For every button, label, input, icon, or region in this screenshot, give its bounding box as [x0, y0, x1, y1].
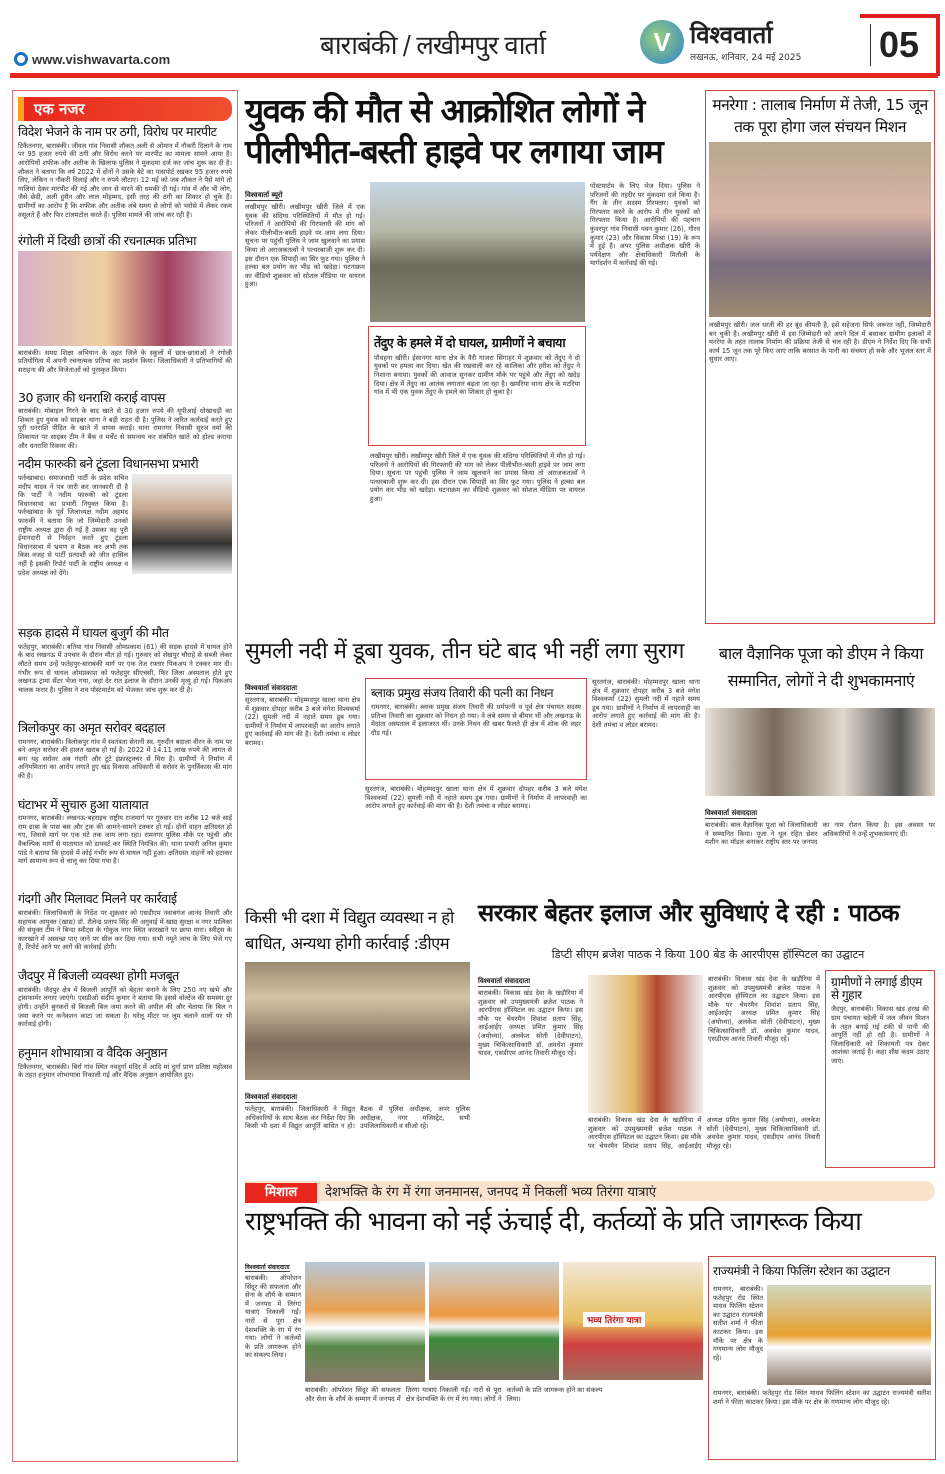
leopard-story — [368, 326, 586, 446]
ek-nazar-label: एक नजर — [18, 97, 232, 121]
ek-nazar-item — [18, 721, 232, 796]
ek-nazar-item — [18, 798, 232, 891]
tiranga-photo-collage — [305, 1262, 703, 1457]
pathak-subheadline: डिप्टी सीएम ब्रजेश पाठक ने किया 100 बेड के आरपीएस हॉस्पिटल का उद्घाटन — [551, 948, 865, 961]
tiranga-photo-3 — [563, 1262, 703, 1380]
ek-nazar-item — [18, 1046, 232, 1087]
tiranga-headline: राष्ट्रभक्ति की भावना को नई ऊंचाई दी, कर्तव्यों के प्रति जागरूक किया — [245, 1207, 861, 1237]
lead-body-more: लखीमपुर खीरी। लखीमपुर खीरी जिले में एक युवक की संदिग्ध परिस्थितियों में मौत हो गई। परिजनों ने आरोपियों की गिरफ्तारी की मांग को लेकर पीलीभीत-बस्ती हाइवे पर जाम लगा दिया। सूचना पर पहुंची पुलिस ने जाम खुलवाने का प्रयास किया तो अराजकतत्वों ने पत्थरबाजी शुरू कर दी। इस दौरान एक सिपाही का सिर फूट गया। पुलिस ने हल्का बल प्रयोग कर भीड़ को खदेड़ा। घटनाक्रम का वीडियो शुक्रवार को सोशल मीडिया पर वायरल हुआ। — [370, 452, 585, 503]
ek-nazar-item-body: बाराबंकी। जैदपुर क्षेत्र में बिजली आपूर्ति को बेहतर बनाने के लिए 250 नए खंभे और ट्रांसफार्मर लगाए जाएंगे। एसडीओ संदीप कुमार ने बताया कि इससे वोल्टेज की समस्या दूर होगी। उन्होंने बुनकरों से बिजली बिल जमा करने की अपील की और चेताया कि बिल न जमा करने पर कनेक्शन काटा जा सकता है। घरेलू मीटर पर लूम चलाने वालों पर भी कार्रवाई होगी। — [18, 985, 232, 1029]
ek-nazar-item-title: घंटाभर में सुचारु हुआ यातायात — [18, 796, 149, 812]
page-number: 05 — [870, 24, 919, 66]
pathak-body-right: बाराबंकी। विकास खंड देवा के खड़ौरिया में शुक्रवार को उपमुख्यमंत्री ब्रजेश पाठक ने आरपीएस हॉस्पिटल का उद्घाटन किया। इस मौके पर चेयरमैन शिवांश प्रताप सिंह, आईआईए अध्यक्ष प्रमित कुमार सिंह (अयोध्या), अलकेश सोती (देवीपाटन), मुख्य चिकित्साधिकारी डॉ. अवधेश कुमार यादव, एसडीएम आनंद तिवारी मौजूद रहे। — [708, 975, 820, 1044]
lead-headline: युवक की मौत से आक्रोशित लोगों ने पीलीभीत-बस्ती हाइवे पर लगाया जाम — [245, 91, 663, 171]
tiranga-banner-text: भव्य तिरंगा यात्रा — [583, 1312, 645, 1327]
website-url[interactable]: www.vishwavarta.com — [14, 52, 170, 67]
section-title: बाराबंकी / लखीमपुर वार्ता — [320, 31, 545, 61]
header-rule — [10, 73, 938, 78]
pooja-body: बाराबंकी। बाल वैज्ञानिक पूजा को जिलाधिकारी ने सम्मानित किया। पूजा ने धूल रहित थ्रेशर मशीन का मॉडल बनाकर राष्ट्रीय स्तर पर जनपद का नाम रोशन किया है। इस अवसर पर अधिकारियों ने उन्हें शुभकामनाएं दीं। — [705, 821, 935, 847]
gramin-body: जैदपुर, बाराबंकी। विकास खंड हरख की ग्राम पंचायत बड़ेली में जल जीवन मिशन के तहत बनाई गई टंकी से पानी की आपूर्ति नहीं हो रही है। ग्रामीणों ने जिलाधिकारी को शिकायती पत्र देकर आशंका जताई है। कहा शीघ्र कदम उठाए जाएं। — [831, 1005, 929, 1065]
tiranga-byline: विश्ववार्ता संवाददाता — [245, 1264, 290, 1271]
tiranga-photo-2 — [429, 1262, 559, 1380]
lead-body-continued: पोस्टमार्टम के लिए भेज दिया। पुलिस ने परिजनों की तहरीर पर मुकदमा दर्ज किया है। गैंग के तीन सदस्य गिरफ्तार। युवकों को गिरफ्तार करने के आरोप में तीन युवकों को गिरफ्तार किया है। आरोपियों की पहचान कुंवरपुर गांव निवासी पवन कुमार (26), गौरव कुमार (23) और विकास मिश्रा (19) के रूप में हुई है। अपर पुलिस अधीक्षक खीरी के पर्यवेक्षण और क्षेत्राधिकारी मितौली के मार्गदर्शन में कार्रवाई की गई। — [590, 182, 700, 268]
mnrega-headline: मनरेगा : तालाब निर्माण में तेजी, 15 जून तक पूरा होगा जल संचयन मिशन — [712, 96, 928, 136]
pooja-text — [705, 800, 935, 911]
ek-nazar-item — [18, 969, 232, 1044]
ek-nazar-item-body: बाराबंकी। जिलाधिकारी के निर्देश पर शुक्रवार को एसडीएम नवाबगंज आनंद तिवारी और सहायक आयुक्त (खाद्य) डॉ. शैलेन्द्र प्रताप सिंह की अगुवाई में खाद्य सुरक्षा व नगर पालिका की संयुक्त टीम ने बिन्दा स्वीट्स के गोकुल नगर स्थित कारखाने पर छापा मारा। स्वीट्स के कारखाने में अस्वच्छ पाए जाने पर सील कर दिया गया। सभी नमूने जांच के लिए भेजे गए हैं, रिपोर्ट आने पर आगे की कार्रवाई होगी। — [18, 909, 232, 952]
lead-byline-block — [245, 182, 365, 658]
ek-nazar-item-title: विदेश भेजने के नाम पर ठगी, विरोध पर मारपीट — [18, 124, 217, 139]
tiwari-body: रामनगर, बाराबंकी। ब्लाक प्रमुख संजय तिवारी की धर्मपत्नी व पूर्व क्षेत्र पंचायत सदस्य प्रतिभा तिवारी का शुक्रवार को निधन हो गया। वे लंबे समय से बीमार थीं और लखनऊ के मेदांता अस्पताल में इलाजरत थीं। उनके निधन की खबर फैलते ही क्षेत्र में शोक की लहर दौड़ गई। — [371, 703, 581, 737]
ek-nazar-item-title: नदीम फारुकी बने टूंडला विधानसभा प्रभारी — [18, 456, 199, 472]
mnrega-body: लखीमपुर खीरी। जल धरती की हर बूंद कीमती है, इसे सहेजना सिर्फ जरूरत नहीं, जिम्मेदारी बन चुकी है। लखीमपुर खीरी में इस जिम्मेदारी को अपने दिल में बसाकर ग्रामीण इलाकों में मनरेगा के तहत तालाब निर्माण की प्रक्रिया तेजी से चल रही है। डीएम ने निर्देश दिए कि सभी कार्य 15 जून तक पूरे किए जाएं ताकि बरसात के पानी का संचयन हो सके और भूजल स्तर में सुधार आए। — [709, 321, 931, 364]
ek-nazar-item-body: टिकैतनगर, बाराबंकी। बिर्रा गांव स्थित नवदुर्गा मंदिर में आदि मां दुर्गा प्राण प्रतिष्ठा महोत्सव के तहत हनुमान शोभायात्रा निकाली गई और वैदिक अनुष्ठान आयोजित हुए। — [18, 1062, 232, 1080]
leopard-headline: तेंदुए के हमले में दो घायल, ग्रामीणों ने बचाया — [374, 335, 566, 350]
power-headline: किसी भी दशा में विद्युत व्यवस्था न हो बाधित, अन्यथा होगी कार्रवाई :डीएम — [245, 908, 454, 953]
ek-nazar-item-title: जैदपुर में बिजली व्यवस्था होगी मजबूत — [18, 968, 179, 983]
sumli-body-right: सूरतगंज, बाराबंकी। मोहम्मदपुर खाला थाना क्षेत्र में शुक्रवार दोपहर करीब 3 बजे मंगेश विश्वकर्मा (22) सुमली नदी में नहाते समय डूब गया। ग्रामीणों ने निर्माण में लापरवाही का आरोप लगाते हुए कार्रवाई की मांग की है। देशी तमंचा व लोडर बरामद। — [592, 678, 700, 729]
sumli-byline-block — [245, 675, 360, 911]
brand-name: विश्ववार्ता — [690, 21, 773, 49]
sumli-body: सूरतगंज, बाराबंकी। मोहम्मदपुर खाला थाना क्षेत्र में शुक्रवार दोपहर करीब 3 बजे मंगेश विश्वकर्मा (22) सुमली नदी में नहाते समय डूब गया। ग्रामीणों ने निर्माण में लापरवाही का आरोप लगाते हुए कार्रवाई की मांग की है। देशी तमंचा व लोडर बरामद। — [245, 696, 360, 747]
ek-nazar-item — [18, 391, 232, 456]
rangoli-photo — [18, 251, 232, 346]
ek-nazar-item-body: रामनगर, बाराबंकी। लखनऊ-बहराइच राष्ट्रीय राजमार्ग पर गुरुवार रात करीब 12 बजे साईं राम ढाबा के पास बस और ट्रक की आमने-सामने टक्कर हो गई। दोनों वाहन क्षतिग्रस्त हो गए, जिससे मार्ग पर एक घंटे तक जाम लगा रहा। रामनगर पुलिस मौके पर पहुंची और वैकल्पिक मार्गों से यातायात को डायवर्ट कर स्थिति नियंत्रित की। थाना प्रभारी अनिल कुमार पांडे ने बताया कि हादसे में कोई गंभीर रूप से घायल नहीं हुआ। क्षतिग्रस्त वाहनों को हटाकर मार्ग सामान्य रूप से चालू कर दिया गया है। — [18, 814, 232, 866]
ek-nazar-item — [18, 125, 232, 232]
ek-nazar-item-body: फतेहपुर, बाराबंकी। बतिया गांव निवासी ओमप्रकाश (61) की सड़क हादसे में घायल होने के बाद लखनऊ में उपचार के दौरान मौत हो गई। गुरुवार को शेखपुर चौराहे से सब्जी लेकर लौटते समय उन्हें फतेहपुर-बाराबंकी मार्ग पर एक तेज रफ्तार पिकअप ने टक्कर मार दी। गंभीर रूप से घायल ओमप्रकाश को फतेहपुर सीएचसी, फिर जिला अस्पताल होते हुए लखनऊ ट्रामा सेंटर भेजा गया, जहां देर रात इलाज के दौरान उनकी मृत्यु हो गई। पिकअप चालक फरार है। पुलिस ने शव पोस्टमार्टम को भेजकर जांच शुरू कर दी है। — [18, 642, 232, 694]
ek-nazar-item-title: रंगोली में दिखी छात्रों की रचनात्मक प्रतिभा — [18, 232, 197, 248]
tiwari-story — [365, 678, 587, 780]
gramin-headline: ग्रामीणों ने लगाई डीएम से गुहार — [831, 975, 922, 1003]
gramin-story — [825, 970, 935, 1168]
tiranga-body: बाराबंकी। ऑपरेशन सिंदूर की सफलता और सेना के शौर्य के सम्मान में जनपद में तिरंगा यात्राएं निकाली गईं। नारों से पूरा क्षेत्र देशभक्ति के रंग में रंग गया। लोगों ने कर्तव्यों के प्रति जागरूक होने का संकल्प लिया। — [245, 1274, 301, 1360]
filling-headline: राज्यमंत्री ने किया फिलिंग स्टेशन का उद्घाटन — [713, 1264, 890, 1278]
power-byline: विश्ववार्ता संवाददाता — [245, 1093, 298, 1101]
leopard-body: पौधहना खीरी। ईसानगर थाना क्षेत्र के वैरी गाजरा सिंगाहर में शुक्रवार को तेंदुए ने दो युवकों पर हमला कर दिया। खेत की रखवाली कर रहे कालिका और हरीश को तेंदुए ने निशाना बनाया। युवकों की आवाज सुनकर ग्रामीण मौके पर पहुंचे और तेंदुए को खदेड़ दिया। क्षेत्र में तेंदुए का आतंक लगातार बढ़ता जा रहा है। खमरिया थाना क्षेत्र के मटरिया गांव में भी एक युवक तेंदुए के हमले का शिकार हो चुका है। — [374, 353, 580, 397]
power-photo — [245, 962, 470, 1080]
filling-body: रामनगर, बाराबंकी। फतेहपुर रोड स्थित माधव फिलिंग स्टेशन का उद्घाटन राज्यमंत्री सतीश शर्मा ने फीता काटकर किया। इस मौके पर क्षेत्र के गणमान्य लोग मौजूद रहे। — [713, 1285, 763, 1362]
sumli-byline: विश्ववार्ता संवाददाता — [245, 684, 298, 692]
filling-body-more: रामनगर, बाराबंकी। फतेहपुर रोड स्थित माधव फिलिंग स्टेशन का उद्घाटन राज्यमंत्री सतीश शर्मा ने फीता काटकर किया। इस मौके पर क्षेत्र के गणमान्य लोग मौजूद रहे। — [713, 1389, 931, 1406]
sumli-headline: सुमली नदी में डूबा युवक, तीन घंटे बाद भी नहीं लगा सुराग — [245, 639, 684, 664]
tiranga-photo-1 — [305, 1262, 425, 1382]
brand-logo: V — [640, 20, 684, 64]
pooja-headline: बाल वैज्ञानिक पूजा को डीएम ने किया सम्मानित, लोगों ने दी शुभकामनाएं — [718, 644, 924, 690]
power-text — [245, 1084, 470, 1185]
power-body: फतेहपुर, बाराबंकी। जिलाधिकारी ने विद्युत अधिकारियों के साथ बैठक कर निर्देश दिए कि किसी भी दशा में विद्युत आपूर्ति बाधित न हो। बैठक में पुलिस अधीक्षक, अपर पुलिस अधीक्षक, नगर मजिस्ट्रेट, सभी उपजिलाधिकारी व सीओ रहे। — [245, 1105, 470, 1131]
ek-nazar-item-title: त्रिलोकपुर का अमृत सरोवर बदहाल — [18, 719, 166, 735]
ek-nazar-item — [18, 626, 232, 719]
lead-body: लखीमपुर खीरी। लखीमपुर खीरी जिले में एक युवक की संदिग्ध परिस्थितियों में मौत हो गई। परिजनों ने आरोपियों की गिरफ्तारी की मांग को लेकर पीलीभीत-बस्ती हाइवे पर जाम लगा दिया। सूचना पर पहुंची पुलिस ने जाम खुलवाने का प्रयास किया तो अराजकतत्वों ने पत्थरबाजी शुरू कर दी। इस दौरान एक सिपाही का सिर फूट गया। पुलिस ने हल्का बल प्रयोग कर भीड़ को खदेड़ा। घटनाक्रम का वीडियो शुक्रवार को सोशल मीडिया पर वायरल हुआ। — [245, 203, 365, 289]
ek-nazar-item-body: टिकैतनगर, बाराबंकी। जीवल गांव निवासी शौकत अली से ओमान में नौकरी दिलाने के नाम पर 95 हजार रुपये की ठगी और विरोध करने पर मारपीट का मामला सामने आया है। आरोपियों शफीक और अतीक के खिलाफ पुलिस ने मुकदमा दर्ज कर जांच शुरू कर दी है। शौकत ने बताया कि वर्ष 2022 में दोनों ने उसके बेटे का पासपोर्ट रखकर 95 हजार रुपये लिए, लेकिन न नौकरी दिलाई और न रुपये लौटाए। 12 मई को जब शौकत ने पैसे मांगे तो गालियां देकर मारपीट की गई और जान से मारने की धमकी दी गई। गांव में और भी लोग, जैसे छेदी, अली हुसैन और लाल मोहम्मद, इसी तरह की ठगी का शिकार हो चुके हैं। ग्रामीणों का आरोप है कि शफीक और अतीक लंबे समय से लोगों को भरोसे में लेकर रकम वसूलते हैं और फिर टालमटोल करते हैं। पुलिस मामले की जांच कर रही है। — [18, 141, 232, 219]
mnrega-story — [705, 90, 935, 624]
ek-nazar-item — [18, 892, 232, 967]
mishal-banner — [245, 1181, 935, 1201]
pooja-byline: विश्ववार्ता संवाददाता — [705, 809, 758, 817]
filling-story — [708, 1256, 936, 1460]
pathak-body-bottom: बाराबंकी। विकास खंड देवा के खड़ौरिया में शुक्रवार को उपमुख्यमंत्री ब्रजेश पाठक ने आरपीएस हॉस्पिटल का उद्घाटन किया। इस मौके पर चेयरमैन शिवांश प्रताप सिंह, आईआईए अध्यक्ष प्रमित कुमार सिंह (अयोध्या), अलकेश सोती (देवीपाटन), मुख्य चिकित्साधिकारी डॉ. अवधेश कुमार यादव, एसडीएम आनंद तिवारी मौजूद रहे। — [588, 1116, 820, 1150]
mnrega-photo — [709, 142, 931, 317]
ek-nazar-item-body: रामनगर, बाराबंकी। त्रिलोकपुर गांव में स्वतंत्रता सेनानी स्व. गुरुदीन बदाला वीरन के नाम पर बने अमृत सरोवर की हालत खराब हो गई है। 2022 में 14.11 लाख रुपये की लागत से बना यह सरोवर अब गंदगी और टूटे इंफ्रास्ट्रक्चर से घिरा है। ग्रामीणों ने निर्माण में अनियमितता का आरोप लगाते हुए खंड विकास अधिकारी से सरोवर के पुनर्विकास की मांग की है। — [18, 737, 232, 780]
nadeem-photo — [132, 474, 232, 574]
tiranga-text — [245, 1254, 301, 1464]
ek-nazar-item-body: फर्रुखाबाद। समाजवादी पार्टी के प्रदेश सचिव मंदीप यादव ने पत्र जारी कर जानकारी दी है कि पार्टी ने नदीम फारुकी को टूंडला विधानसभा का प्रभारी नियुक्त किया है। फर्रुखाबाद के पूर्व जिलाध्यक्ष नदीम अहमद फारुकी ने बताया कि जो जिम्मेदारी उनको राष्ट्रीय अध्यक्ष द्वारा दी गई है उसका वह पूरी ईमानदारी से निर्वहन करते हुए टूंडला विधानसभा में भ्रमण व बैठक कर अभी तक किस वजह से पार्टी प्रत्याशी को जीत हासिल नहीं है इसकी रिपोर्ट पार्टी के राष्ट्रीय अध्यक्ष व प्रदेश अध्यक्ष को देंगे। — [18, 474, 128, 577]
ek-nazar-item — [18, 457, 232, 624]
pathak-photo — [588, 975, 703, 1113]
sumli-body-more: सूरतगंज, बाराबंकी। मोहम्मदपुर खाला थाना क्षेत्र में शुक्रवार दोपहर करीब 3 बजे मंगेश विश्वकर्मा (22) सुमली नदी में नहाते समय डूब गया। ग्रामीणों ने निर्माण में लापरवाही का आरोप लगाते हुए कार्रवाई की मांग की है। देशी तमंचा व लोडर बरामद। — [365, 785, 587, 811]
ek-nazar-item-title: सड़क हादसे में घायल बुजुर्ग की मौत — [18, 625, 169, 640]
ek-nazar-item-body: बाराबंकी। मोबाइल गिरने के बाद खाते से 30 हजार रुपये की यूपीआई धोखाधड़ी का शिकार हुए युवक को साइबर थाना ने बड़ी राहत दी है। पुलिस ने त्वरित कार्रवाई करते हुए पूरी धनराशि पीड़ित के खाते में वापस कराई। थाना रामनगर निवासी सूरज वर्मा की शिकायत पर साइबर टीम ने बैंक व मर्चेंट से समन्वय कर संबंधित खाते को होल्ड कराया और धनराशि रिकवर की। — [18, 407, 232, 450]
pathak-headline: सरकार बेहतर इलाज और सुविधाएं दे रही : पाठक — [478, 899, 900, 927]
ek-nazar-item-title: हनुमान शोभायात्रा व वैदिक अनुष्ठान — [18, 1044, 167, 1060]
pathak-text — [478, 968, 583, 1159]
ek-nazar-item-body: बाराबंकी। समग्र शिक्षा अभियान के तहत जिले के स्कूलों में छात्र-छात्राओं ने रंगोली प्रतियोगिता में अपनी रचनात्मक प्रतिभा का प्रदर्शन किया। जिलाधिकारी ने प्रतिभागियों की सराहना की और विजेताओं को पुरस्कृत किया। — [18, 348, 232, 374]
pathak-byline: विश्ववार्ता संवाददाता — [478, 977, 531, 985]
ek-nazar-item-title: गंदगी और मिलावट मिलने पर कार्रवाई — [18, 891, 177, 907]
lead-photo — [370, 182, 585, 322]
ek-nazar-item — [18, 234, 232, 389]
ek-nazar-column — [12, 90, 238, 1462]
filling-photo — [767, 1285, 931, 1385]
mishal-text: देशभक्ति के रंग में रंगा जनमानस, जनपद में निकलीं भव्य तिरंगा यात्राएं — [325, 1185, 657, 1200]
lead-byline: विश्ववार्ता ब्यूरो — [245, 191, 283, 199]
pooja-photo — [705, 708, 935, 796]
mishal-label: मिशाल — [245, 1183, 317, 1203]
tiranga-body-bottom: बाराबंकी। ऑपरेशन सिंदूर की सफलता और सेना के शौर्य के सम्मान में जनपद में तिरंगा यात्राएं निकाली गईं। नारों से पूरा क्षेत्र देशभक्ति के रंग में रंग गया। लोगों ने कर्तव्यों के प्रति जागरूक होने का संकल्प लिया। — [305, 1386, 603, 1403]
tiwari-headline: ब्लाक प्रमुख संजय तिवारी की पत्नी का निधन — [371, 686, 554, 700]
browser-icon — [14, 52, 28, 66]
pathak-body: बाराबंकी। विकास खंड देवा के खड़ौरिया में शुक्रवार को उपमुख्यमंत्री ब्रजेश पाठक ने आरपीएस हॉस्पिटल का उद्घाटन किया। इस मौके पर चेयरमैन शिवांश प्रताप सिंह, आईआईए अध्यक्ष प्रमित कुमार सिंह (अयोध्या), अलकेश सोती (देवीपाटन), मुख्य चिकित्साधिकारी डॉ. अवधेश कुमार यादव, एसडीएम आनंद तिवारी मौजूद रहे। — [478, 989, 583, 1058]
dateline: लखनऊ, शनिवार, 24 मई 2025 — [690, 53, 802, 63]
ek-nazar-item-title: 30 हजार की धनराशि कराई वापस — [18, 389, 165, 405]
